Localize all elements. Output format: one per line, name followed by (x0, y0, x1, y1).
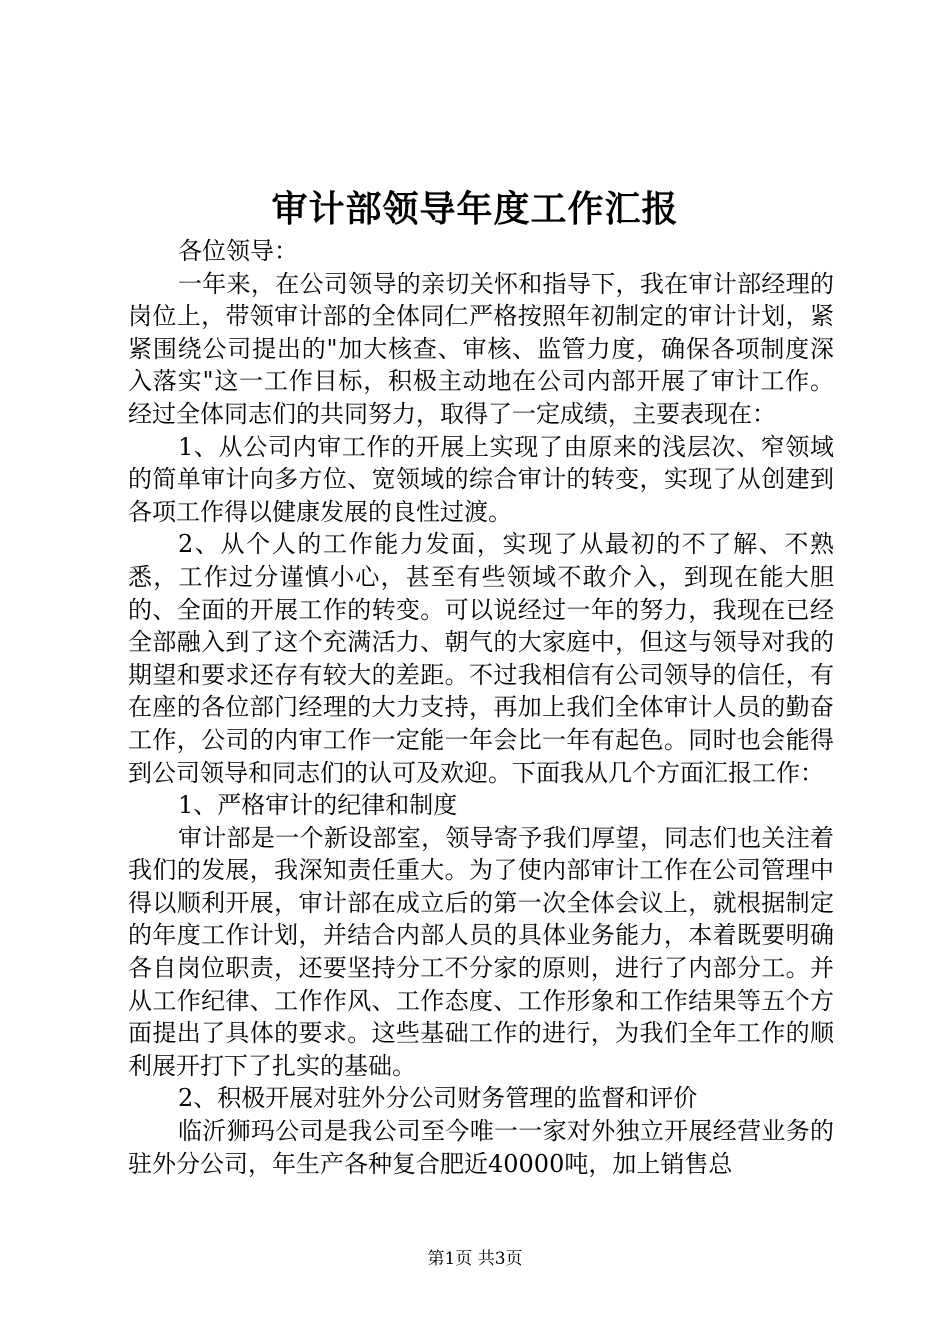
section-heading-2: 2、积极开展对驻外分公司财务管理的监督和评价 (178, 1084, 698, 1113)
document-body (128, 235, 834, 1180)
section-paragraph-1: 审计部是一个新设部室，领导寄予我们厚望，同志们也关注着我们的发展，我深知责任重大。为了使内部审计工作在公司管理中得以顺利开展，审计部在成立后的第一次全体会议上，就根据制定的年度工作计划，并结合内部人员的具体业务能力，本着既要明确各自岗位职责，还要坚持分工不分家的原则，进行了内部分工。并从工作纪律、工作作风、工作态度、工作形象和工作结果等五个方面提出了具体的要求。这些基础工作的进行，为我们全年工作的顺利展开打下了扎实的基础。 (128, 823, 834, 1080)
achievement-paragraph-1: 1、从公司内审工作的开展上实现了由原来的浅层次、窄领域的简单审计向多方位、宽领域的综合审计的转变，实现了从创建到各项工作得以健康发展的良性过渡。 (128, 432, 834, 526)
achievement-paragraph-2: 2、从个人的工作能力发面，实现了从最初的不了解、不熟悉，工作过分谨慎小心，甚至有些领域不敢介入，到现在能大胆的、全面的开展工作的转变。可以说经过一年的努力，我现在已经全部融入到了这个充满活力、朝气的大家庭中，但这与领导对我的期望和要求还存有较大的差距。不过我相信有公司领导的信任，有在座的各位部门经理的大力支持，再加上我们全体审计人员的勤奋工作，公司的内审工作一定能一年会比一年有起色。同时也会能得到公司领导和同志们的认可及欢迎。下面我从几个方面汇报工作： (128, 530, 834, 787)
salutation-paragraph: 各位领导： (178, 237, 298, 265)
section-heading-1: 1、严格审计的纪律和制度 (178, 791, 458, 820)
document-title: 审计部领导年度工作汇报 (271, 188, 679, 230)
intro-paragraph: 一年来，在公司领导的亲切关怀和指导下，我在审计部经理的岗位上，带领审计部的全体同仁严格按照年初制定的审计计划，紧紧围绕公司提出的"加大核查、审核、监管力度，确保各项制度深入落实"这一工作目标，积极主动地在公司内部开展了审计工作。经过全体同志们的共同努力，取得了一定成绩，主要表现在： (128, 269, 834, 428)
section-paragraph-2: 临沂狮玛公司是我公司至今唯一一家对外独立开展经营业务的驻外分公司，年生产各种复合肥近40000吨，加上销售总 (128, 1117, 834, 1178)
page-footer: 第1页 共3页 (427, 1249, 523, 1269)
